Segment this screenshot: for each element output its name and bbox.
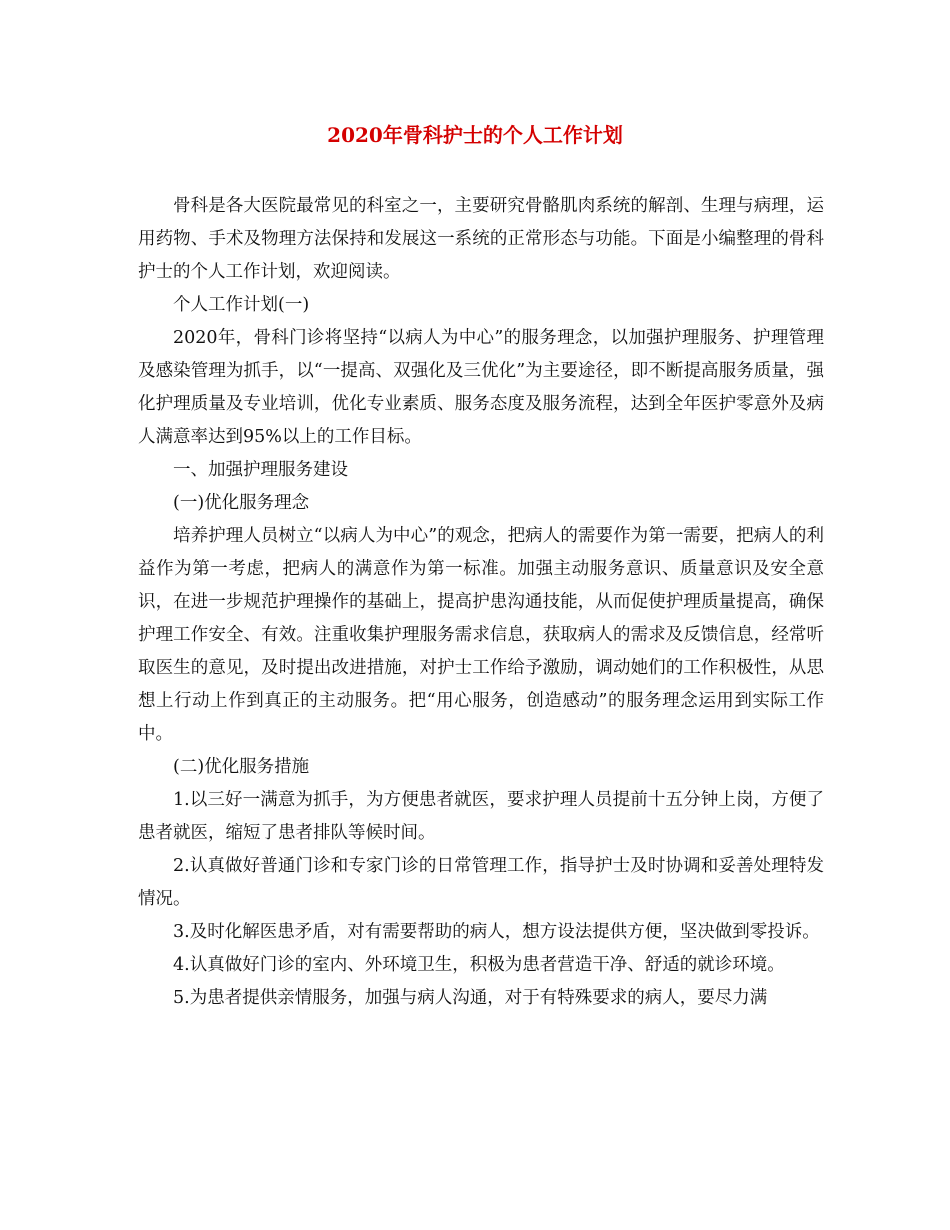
list-item-measure-3: 3.及时化解医患矛盾，对有需要帮助的病人，想方设法提供方便，坚决做到零投诉。 xyxy=(173,922,820,942)
list-item-measure-2: 2.认真做好普通门诊和专家门诊的日常管理工作，指导护士及时协调和妥善处理特发情况。 xyxy=(138,856,824,909)
document-body xyxy=(138,190,824,1015)
subsection-heading-service-measures: (二)优化服务措施 xyxy=(173,757,310,777)
list-item-measure-4: 4.认真做好门诊的室内、外环境卫生，积极为患者营造干净、舒适的就诊环境。 xyxy=(173,955,785,975)
subsection-heading-service-concept: (一)优化服务理念 xyxy=(173,493,310,513)
section-heading-plan-one: 个人工作计划(一) xyxy=(173,295,310,315)
section-heading-service-construction: 一、加强护理服务建设 xyxy=(173,460,348,480)
list-item-measure-1: 1.以三好一满意为抓手，为方便患者就医，要求护理人员提前十五分钟上岗，方便了患者就医，缩短了患者排队等候时间。 xyxy=(138,790,824,843)
paragraph-service-concept: 培养护理人员树立“以病人为中心”的观念，把病人的需要作为第一需要，把病人的利益作为第一考虑，把病人的满意作为第一标准。加强主动服务意识、质量意识及安全意识，在进一步规范护理操作的基础上，提高护患沟通技能，从而促使护理质量提高，确保护理工作安全、有效。注重收集护理服务需求信息，获取病人的需求及反馈信息，经常听取医生的意见，及时提出改进措施，对护士工作给予激励，调动她们的工作积极性，从思想上行动上作到真正的主动服务。把“用心服务，创造感动”的服务理念运用到实际工作中。 xyxy=(138,526,824,744)
paragraph-overview: 2020年，骨科门诊将坚持“以病人为中心”的服务理念，以加强护理服务、护理管理及感染管理为抓手，以“一提高、双强化及三优化”为主要途径，即不断提高服务质量，强化护理质量及专业培训，优化专业素质、服务态度及服务流程，达到全年医护零意外及病人满意率达到95%以上的工作目标。 xyxy=(138,328,824,447)
paragraph-intro: 骨科是各大医院最常见的科室之一，主要研究骨骼肌肉系统的解剖、生理与病理，运用药物、手术及物理方法保持和发展这一系统的正常形态与功能。下面是小编整理的骨科护士的个人工作计划，欢迎阅读。 xyxy=(138,196,824,282)
document-title: 2020年骨科护士的个人工作计划 xyxy=(327,123,623,147)
list-item-measure-5: 5.为患者提供亲情服务，加强与病人沟通，对于有特殊要求的病人，要尽力满 xyxy=(173,988,768,1008)
